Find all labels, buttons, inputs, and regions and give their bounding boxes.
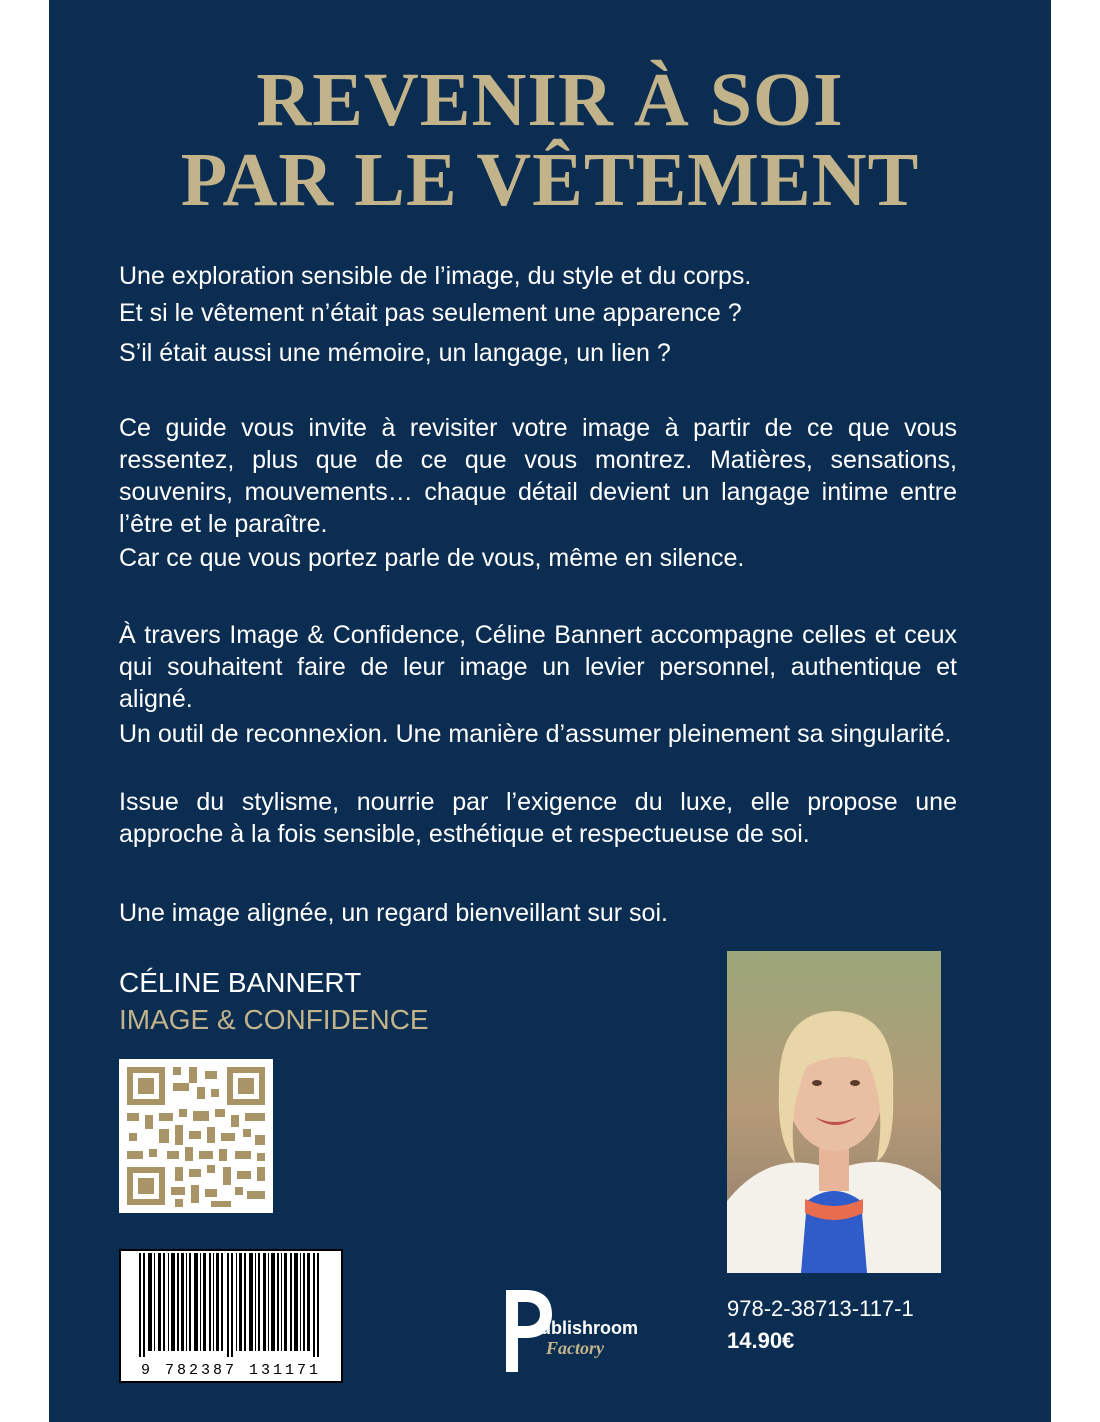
intro-line-1: Une exploration sensible de l’image, du style et du corps. [119, 262, 752, 290]
price: 14.90€ [727, 1328, 795, 1353]
title-line-1: REVENIR À SOI [256, 58, 844, 142]
qr-code[interactable] [119, 1059, 273, 1213]
book-back-cover [49, 0, 1051, 1422]
closing-line: Une image alignée, un regard bienveillant sur soi. [119, 899, 668, 927]
isbn-number: 978-2-38713-117-1 [727, 1296, 914, 1321]
barcode-digits: 9 782387 131171 [140, 1362, 322, 1379]
publisher-logo [500, 1286, 640, 1376]
author-photo [727, 951, 941, 1273]
isbn-barcode [119, 1249, 343, 1383]
publisher-sub: Factory [546, 1338, 604, 1358]
guide-closing-line: Car ce que vous portez parle de vous, même en silence. [119, 544, 745, 572]
intro-line-3: S’il était aussi une mémoire, un langage, un lien ? [119, 339, 671, 367]
barcode-icon [123, 1253, 339, 1359]
intro-line-2: Et si le vêtement n’était pas seulement une apparence ? [119, 299, 742, 327]
about-paragraph-1: À travers Image & Confidence, Céline Bannert accompagne celles et ceux qui souhaitent faire de leur image un levier personnel, authentique et aligné. [119, 621, 957, 713]
about-paragraph-3: Issue du stylisme, nourrie par l’exigence du luxe, elle propose une approche à la fois sensible, esthétique et respectueuse de soi. [119, 788, 957, 848]
guide-paragraph: Ce guide vous invite à revisiter votre image à partir de ce que vous ressentez, plus que de ce que vous montrez. Matières, sensations, souvenirs, mouvements… chaque détail devient un langage intime entre l’être et le paraître. [119, 414, 957, 538]
publisher-name: ublishroom [540, 1318, 638, 1338]
author-name: CÉLINE BANNERT [119, 967, 362, 998]
qr-code-icon [119, 1059, 273, 1213]
author-brand: IMAGE & CONFIDENCE [119, 1004, 429, 1035]
author-portrait-icon [727, 951, 941, 1273]
about-paragraph-2: Un outil de reconnexion. Une manière d’assumer pleinement sa singularité. [119, 720, 952, 748]
title-line-2: PAR LE VÊTEMENT [180, 138, 920, 222]
